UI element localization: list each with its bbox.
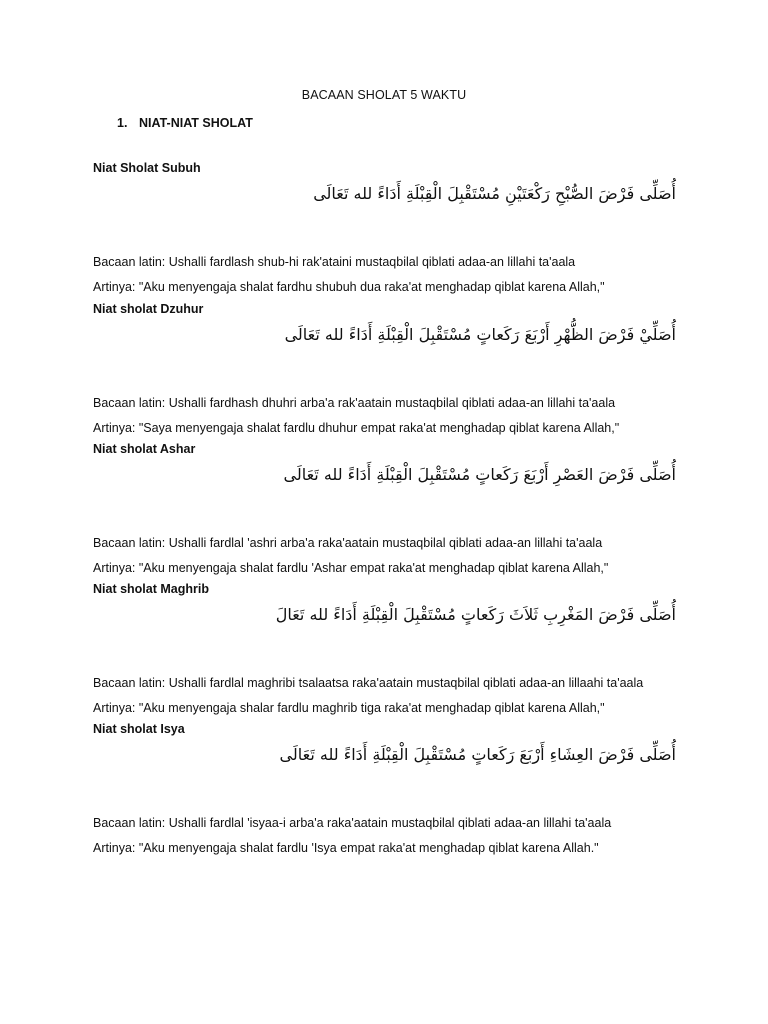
document-title: BACAAN SHOLAT 5 WAKTU <box>301 88 467 102</box>
niat-title: Niat sholat Dzuhur <box>93 302 204 316</box>
niat-title: Niat sholat Ashar <box>93 442 196 456</box>
arabic-text: أُصَلِّى فَرْضَ المَغْرِبِ ثَلاَثَ رَكَعاتٍ مُسْتَقْبِلَ الْقِبْلَةِ أَدَاءً لله تَعَالَ <box>275 605 676 624</box>
niat-maghrib-section <box>93 581 693 716</box>
niat-isya-section <box>93 721 693 856</box>
niat-title: Niat Sholat Subuh <box>93 161 201 175</box>
latin-reading: Bacaan latin: Ushalli fardlal maghribi tsalaatsa raka'aatain mustaqbilal qiblati adaa-an lillaahi ta'aala <box>93 676 644 690</box>
section-heading <box>117 116 253 130</box>
arabic-text-block <box>93 465 676 495</box>
meaning-text: Artinya: "Aku menyengaja shalat fardhu shubuh dua raka'at menghadap qiblat karena Allah," <box>93 280 605 294</box>
arabic-text-block <box>93 745 676 775</box>
niat-title: Niat sholat Isya <box>93 722 185 736</box>
niat-title: Niat sholat Maghrib <box>93 582 209 596</box>
latin-reading: Bacaan latin: Ushalli fardlal 'ashri arba'a raka'aatain mustaqbilal qiblati adaa-an lillahi ta'aala <box>93 536 603 550</box>
arabic-text-block <box>93 605 676 635</box>
meaning-text: Artinya: "Aku menyengaja shalat fardlu 'Isya empat raka'at menghadap qiblat karena Allah." <box>93 841 599 855</box>
niat-subuh-section <box>93 160 693 295</box>
latin-reading: Bacaan latin: Ushalli fardhash dhuhri arba'a rak'aatain mustaqbilal qiblati adaa-an lillahi ta'aala <box>93 396 616 410</box>
niat-dzuhur-section <box>93 301 693 436</box>
arabic-text-block <box>93 184 676 214</box>
meaning-text: Artinya: "Saya menyengaja shalat fardlu dhuhur empat raka'at menghadap qiblat karena Allah," <box>93 421 620 435</box>
arabic-text-block <box>93 325 676 355</box>
meaning-text: Artinya: "Aku menyengaja shalar fardlu maghrib tiga raka'at menghadap qiblat karena Allah," <box>93 701 605 715</box>
latin-reading: Bacaan latin: Ushalli fardlal 'isyaa-i arba'a raka'aatain mustaqbilal qiblati adaa-an lillahi ta'aala <box>93 816 612 830</box>
heading-number: 1. <box>117 116 128 130</box>
niat-ashar-section <box>93 441 693 576</box>
arabic-text: أُصَلِّيْ فَرْضَ الظُّهْرِ أَرْبَعَ رَكَعاتٍ مُسْتَقْبِلَ الْقِبْلَةِ أَدَاءً لله تَعَالَى <box>284 325 676 344</box>
arabic-text: أُصَلِّى فَرْضَ العَصْرِ أَرْبَعَ رَكَعاتٍ مُسْتَقْبِلَ الْقِبْلَةِ أَدَاءً لله تَعَالَى <box>283 465 676 484</box>
arabic-text: أُصَلِّى فَرْضَ الصُّبْحِ رَكْعَتَيْنِ مُسْتَقْبِلَ الْقِبْلَةِ أَدَاءً لله تَعَالَى <box>313 184 676 203</box>
meaning-text: Artinya: "Aku menyengaja shalat fardlu 'Ashar empat raka'at menghadap qiblat karena Allah," <box>93 561 609 575</box>
latin-reading: Bacaan latin: Ushalli fardlash shub-hi rak'ataini mustaqbilal qiblati adaa-an lillahi ta'aala <box>93 255 576 269</box>
heading-text: NIAT-NIAT SHOLAT <box>139 116 253 130</box>
arabic-text: أُصَلِّى فَرْضَ العِشَاءِ أَرْبَعَ رَكَعاتٍ مُسْتَقْبِلَ الْقِبْلَةِ أَدَاءً لله تَعَالَى <box>279 745 676 764</box>
